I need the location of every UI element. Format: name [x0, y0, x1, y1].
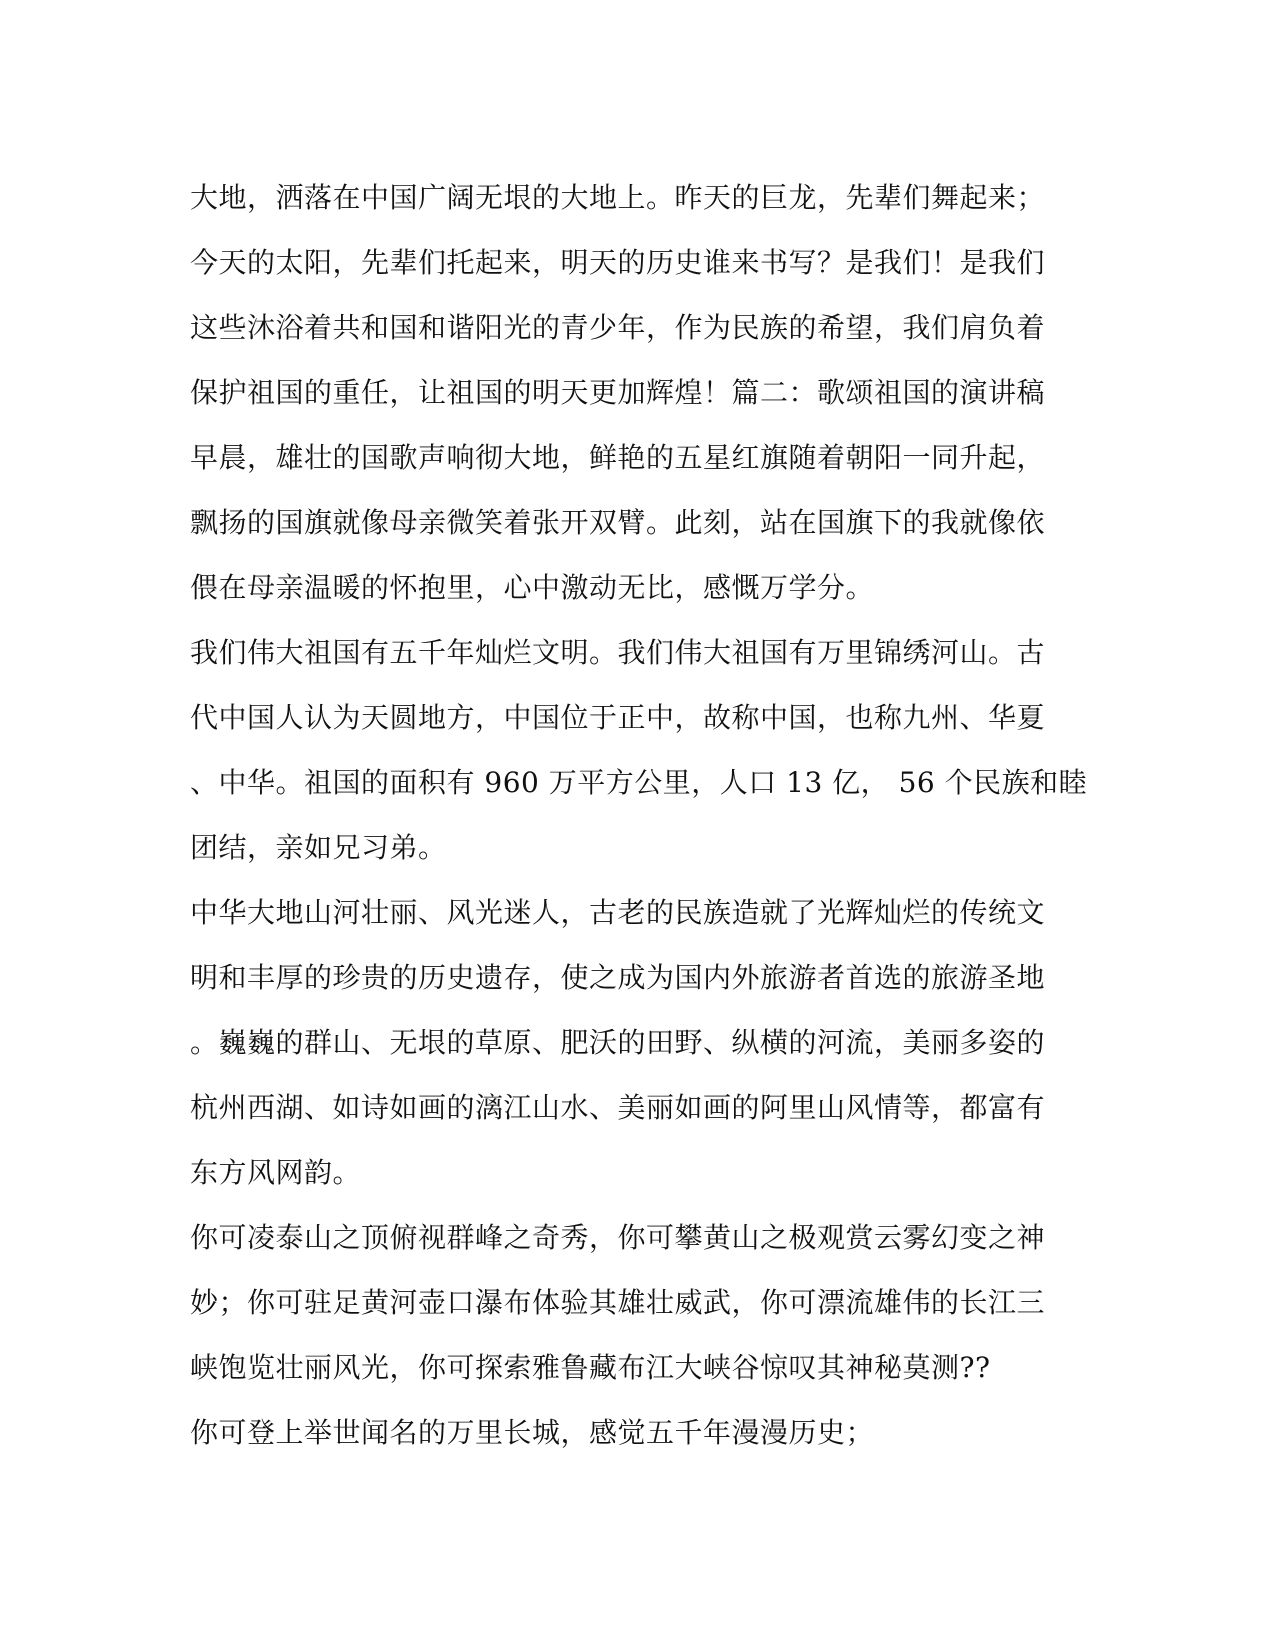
text-line: 代中国人认为天圆地方，中国位于正中，故称中国，也称九州、华夏 [190, 701, 1046, 734]
text-line: 杭州西湖、如诗如画的漓江山水、美丽如画的阿里山风情等，都富有 [190, 1091, 1046, 1124]
text-line: 飘扬的国旗就像母亲微笑着张开双臂。此刻，站在国旗下的我就像依 [190, 506, 1046, 539]
text-line: 东方风网韵。 [190, 1156, 362, 1189]
text-line: 。巍巍的群山、无垠的草原、肥沃的田野、纵横的河流，美丽多姿的 [190, 1026, 1046, 1059]
text-line: 你可凌泰山之顶俯视群峰之奇秀，你可攀黄山之极观赏云雾幻变之神 [190, 1221, 1046, 1254]
text-line: 、中华。祖国的面积有 960 万平方公里，人口 13 亿， 56 个民族和睦 [190, 766, 1088, 799]
text-line: 保护祖国的重任，让祖国的明天更加辉煌！篇二：歌颂祖国的演讲稿 [190, 376, 1046, 409]
body-text [190, 165, 1090, 1465]
text-line: 大地，洒落在中国广阔无垠的大地上。昨天的巨龙，先辈们舞起来； [190, 181, 1046, 214]
text-line: 这些沐浴着共和国和谐阳光的青少年，作为民族的希望，我们肩负着 [190, 311, 1046, 344]
text-line: 我们伟大祖国有五千年灿烂文明。我们伟大祖国有万里锦绣河山。古 [190, 636, 1046, 669]
text-line: 今天的太阳，先辈们托起来，明天的历史谁来书写？是我们！是我们 [190, 246, 1046, 279]
text-line: 妙；你可驻足黄河壶口瀑布体验其雄壮威武，你可漂流雄伟的长江三 [190, 1286, 1046, 1319]
text-line: 早晨，雄壮的国歌声响彻大地，鲜艳的五星红旗随着朝阳一同升起， [190, 441, 1046, 474]
text-line: 你可登上举世闻名的万里长城，感觉五千年漫漫历史； [190, 1416, 875, 1449]
text-line: 团结，亲如兄习弟。 [190, 831, 447, 864]
text-line: 明和丰厚的珍贵的历史遗存，使之成为国内外旅游者首选的旅游圣地 [190, 961, 1046, 994]
text-line: 中华大地山河壮丽、风光迷人，古老的民族造就了光辉灿烂的传统文 [190, 896, 1046, 929]
text-line: 峡饱览壮丽风光，你可探索雅鲁藏布江大峡谷惊叹其神秘莫测?? [190, 1351, 991, 1384]
text-line: 偎在母亲温暖的怀抱里，心中激动无比，感慨万学分。 [190, 571, 875, 604]
